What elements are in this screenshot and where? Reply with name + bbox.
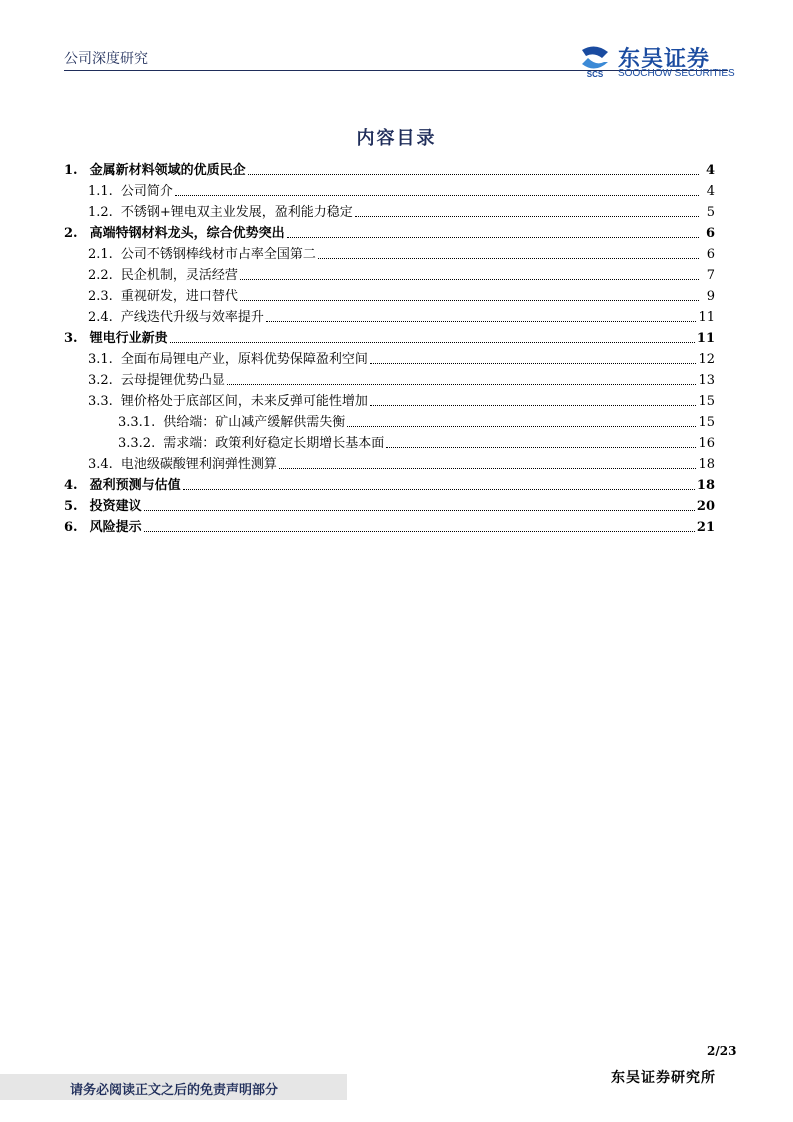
toc-entry-number: 6. [64, 520, 78, 535]
toc-entry[interactable] [64, 368, 715, 389]
toc-entry-number: 2. [64, 226, 78, 241]
toc-entry-page: 11 [696, 331, 715, 346]
toc-entry-page: 9 [706, 289, 715, 304]
toc-entry-number: 2.4. [88, 310, 113, 325]
toc-leader [266, 321, 697, 322]
footer-institute: 东吴证券研究所 [611, 1070, 716, 1086]
toc-entry-title: 产线迭代升级与效率提升 [120, 310, 264, 325]
toc-entry-page: 4 [705, 163, 715, 178]
toc-entry-page: 20 [696, 499, 715, 514]
toc-leader [287, 237, 699, 238]
toc-entry[interactable] [64, 200, 715, 221]
toc-entry-number: 3.2. [88, 373, 113, 388]
brand-name-cn: 东吴证券 [618, 47, 711, 72]
toc-entry[interactable] [64, 158, 715, 179]
toc-entry[interactable] [64, 284, 715, 305]
toc-entry-title: 需求端：政策利好稳定长期增长基本面 [163, 436, 385, 451]
toc-entry-title: 全面布局锂电产业，原料优势保障盈利空间 [120, 352, 368, 367]
toc-entry-title: 盈利预测与估值 [89, 478, 181, 493]
toc-entry[interactable] [64, 494, 715, 515]
toc-entry[interactable] [64, 389, 715, 410]
toc-leader [279, 468, 697, 469]
toc-entry-number: 3.3.1. [118, 415, 156, 430]
toc-entry-number: 4. [64, 478, 78, 493]
toc-entry-number: 3.4. [88, 457, 113, 472]
toc-entry-title: 不锈钢+锂电双主业发展，盈利能力稳定 [120, 205, 353, 220]
toc-entry-page: 15 [698, 415, 715, 430]
toc-leader [240, 279, 699, 280]
report-type-label: 公司深度研究 [64, 51, 148, 67]
toc-entry[interactable] [64, 452, 715, 473]
toc-entry-title: 金属新材料领域的优质民企 [89, 163, 246, 178]
toc-entry-page: 7 [706, 268, 715, 283]
toc-entry-number: 3.3. [88, 394, 113, 409]
toc-leader [318, 258, 699, 259]
toc-entry-title: 风险提示 [89, 520, 142, 535]
toc-entry[interactable] [64, 179, 715, 200]
footer-disclaimer: 请务必阅读正文之后的免责声明部分 [70, 1083, 279, 1098]
toc-entry[interactable] [64, 410, 715, 431]
brand-mark-text: SCS [586, 70, 604, 78]
toc-entry-title: 供给端：矿山减产缓解供需失衡 [163, 415, 346, 430]
toc-entry-title: 投资建议 [89, 499, 142, 514]
toc-entry-page: 11 [698, 310, 715, 325]
toc-leader [248, 174, 699, 175]
toc-entry-title: 锂电行业新贵 [89, 331, 168, 346]
table-of-contents [64, 158, 715, 536]
toc-entry-title: 公司简介 [120, 184, 173, 199]
toc-entry-page: 5 [706, 205, 715, 220]
toc-entry-page: 16 [698, 436, 715, 451]
toc-leader [175, 195, 699, 196]
toc-leader [227, 384, 697, 385]
toc-entry[interactable] [64, 242, 715, 263]
toc-leader [170, 342, 695, 343]
toc-entry-page: 18 [696, 478, 715, 493]
toc-entry-page: 15 [698, 394, 715, 409]
brand-name-en: SOOCHOW SECURITIES [618, 68, 735, 79]
brand-logo-icon [578, 44, 612, 78]
toc-entry-number: 3. [64, 331, 78, 346]
toc-entry-page: 6 [705, 226, 715, 241]
toc-leader [144, 510, 695, 511]
toc-entry-number: 5. [64, 499, 78, 514]
toc-entry-number: 3.3.2. [118, 436, 156, 451]
toc-entry-number: 3.1. [88, 352, 113, 367]
toc-entry-number: 2.2. [88, 268, 113, 283]
toc-entry-page: 4 [706, 184, 715, 199]
toc-entry[interactable] [64, 431, 715, 452]
toc-entry[interactable] [64, 263, 715, 284]
toc-leader [144, 531, 695, 532]
toc-leader [355, 216, 699, 217]
toc-entry-page: 18 [698, 457, 715, 472]
toc-entry[interactable] [64, 221, 715, 242]
toc-entry-title: 云母提锂优势凸显 [120, 373, 225, 388]
toc-entry-page: 13 [698, 373, 715, 388]
brand-logo [578, 44, 738, 80]
toc-entry[interactable] [64, 305, 715, 326]
toc-leader [370, 363, 697, 364]
toc-entry-page: 21 [696, 520, 715, 535]
toc-entry-title: 公司不锈钢棒线材市占率全国第二 [120, 247, 316, 262]
toc-entry-number: 1. [64, 163, 78, 178]
toc-leader [370, 405, 697, 406]
page-indicator: 2/23 [707, 1044, 737, 1058]
toc-entry[interactable] [64, 473, 715, 494]
toc-entry-title: 锂价格处于底部区间，未来反弹可能性增加 [120, 394, 368, 409]
toc-entry-page: 6 [706, 247, 715, 262]
toc-leader [183, 489, 695, 490]
toc-entry-title: 重视研发，进口替代 [120, 289, 238, 304]
toc-entry-title: 电池级碳酸锂利润弹性测算 [120, 457, 277, 472]
toc-entry-number: 2.3. [88, 289, 113, 304]
toc-entry[interactable] [64, 347, 715, 368]
toc-entry-title: 高端特钢材料龙头，综合优势突出 [89, 226, 285, 241]
toc-leader [240, 300, 699, 301]
toc-entry-number: 1.2. [88, 205, 113, 220]
toc-title: 内容目录 [356, 128, 437, 149]
toc-leader [347, 426, 696, 427]
toc-entry-page: 12 [698, 352, 715, 367]
toc-leader [386, 447, 696, 448]
toc-entry[interactable] [64, 326, 715, 347]
toc-entry-number: 2.1. [88, 247, 113, 262]
toc-entry[interactable] [64, 515, 715, 536]
toc-entry-title: 民企机制，灵活经营 [120, 268, 238, 283]
footer-disclaimer-box [0, 1074, 347, 1100]
toc-entry-number: 1.1. [88, 184, 113, 199]
